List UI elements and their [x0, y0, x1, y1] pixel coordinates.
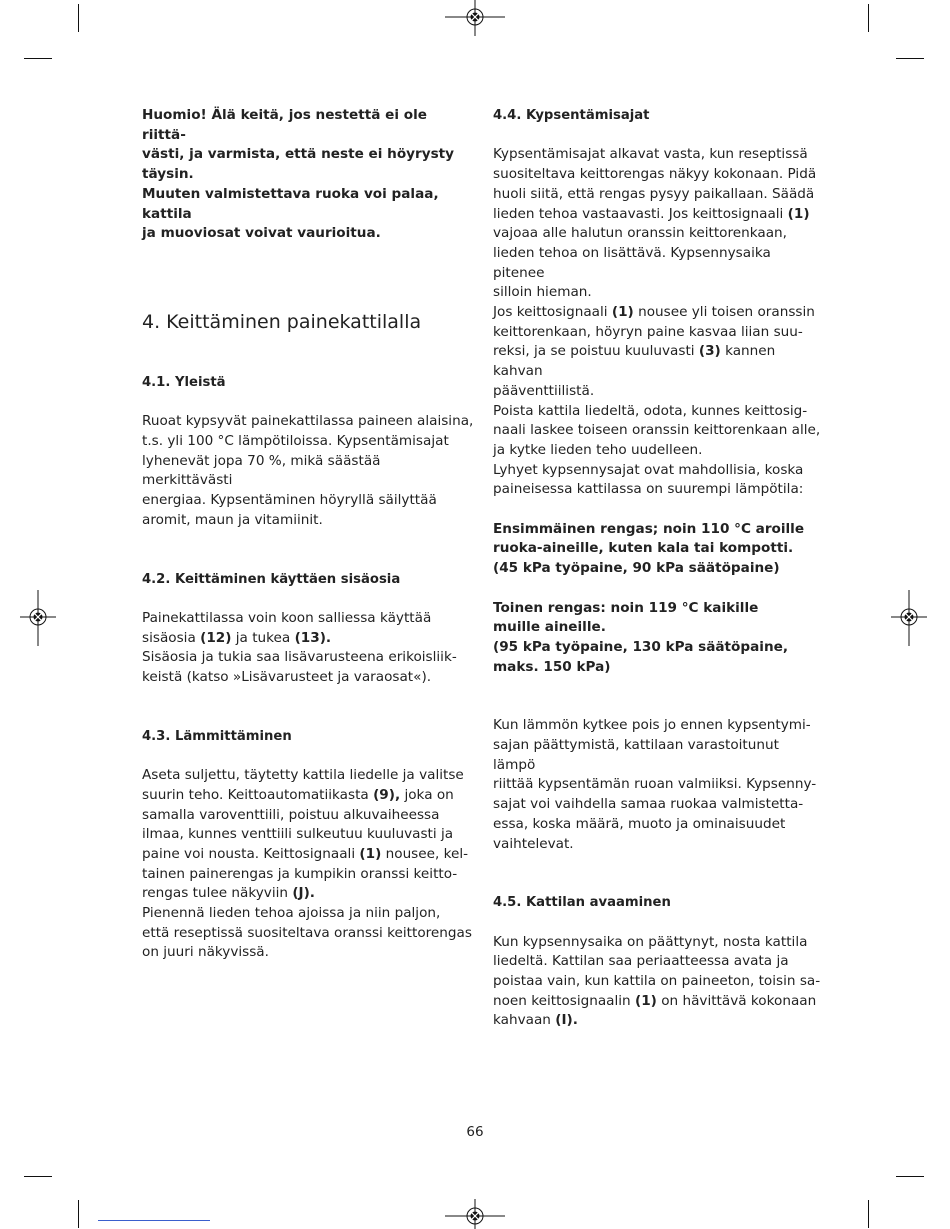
part-reference: (I). [555, 1012, 578, 1029]
part-reference: (1) [359, 845, 382, 862]
part-reference: (J). [292, 885, 315, 902]
text-run: ja tukea [231, 629, 295, 646]
section-heading-4-5: 4.5. Kattilan avaaminen [493, 895, 671, 911]
registration-mark-bottom-icon [445, 1199, 505, 1229]
crop-mark-bottom-left-h [24, 1176, 52, 1177]
footer-underline [98, 1220, 210, 1221]
ring-2-info: Toinen rengas: noin 119 °C kaikille muille aineille. (95 kPa työpaine, 130 kPa säätöpaine, maks. 150 kPa) [493, 599, 789, 675]
residual-heat-text: Kun lämmön kytkee pois jo ennen kypsentymi- sajan päättymistä, kattilaan varastoitunut lämpö riittää kypsentämän ruoan valmiiksi. Kypsenny- sajat voi vaihdella samaa ruokaa valmistetta- essa, koska määrä, muoto ja ominaisuudet vaihtelevat. [493, 717, 817, 852]
part-reference: (3) [698, 343, 721, 360]
section-text-4-1: Ruoat kypsyvät painekattilassa paineen alaisina, t.s. yli 100 °C lämpötiloissa. Kypsentämisajat lyhenevät jopa 70 %, mikä säästää merkittävästi energiaa. Kypsentäminen höyryllä säilyttää aromit, maun ja vitamiinit. [142, 413, 474, 528]
text-run: Sisäosia ja tukia saa lisävarusteena erikoisliik- keistä (katso »Lisävarusteet ja varaosat«). [142, 649, 457, 686]
registration-mark-top-icon [445, 0, 505, 36]
part-reference: (9), [373, 786, 401, 803]
crop-mark-top-right-h [896, 58, 924, 59]
text-run: Painekattilassa voin koon salliessa käyttää sisäosia [142, 609, 432, 646]
text-run: nousee, kel- tainen painerengas ja kumpikin oranssi keitto- rengas tulee näkyviin [142, 845, 469, 902]
crop-mark-top-right-v [868, 4, 869, 32]
text-run: Aseta suljettu, täytetty kattila liedelle ja valitse suurin teho. Keittoautomatiikasta [142, 767, 464, 803]
registration-mark-left-icon [20, 590, 56, 646]
registration-mark-right-icon [891, 590, 927, 646]
part-reference: (1) [787, 205, 810, 222]
page-number: 66 [466, 1124, 484, 1140]
part-reference: (1) [611, 304, 634, 321]
crop-mark-bottom-left-v [78, 1200, 79, 1228]
crop-mark-bottom-right-h [896, 1176, 924, 1177]
warning-note: Huomio! Älä keitä, jos nestettä ei ole riittä- västi, ja varmista, että neste ei höyrysty täysin. Muuten valmistettava ruoka voi palaa, kattila ja muoviosat voivat vaurioitua. [142, 107, 455, 242]
section-text-4-5 [493, 933, 825, 1032]
section-heading-4-4: 4.4. Kypsentämisajat [493, 108, 650, 123]
right-column [493, 106, 825, 1031]
section-text-4-3 [142, 766, 474, 963]
text-run: nousee yli toisen oranssin keittorenkaan, höyryn paine kasvaa liian suu- reksi, ja se poistuu kuuluvasti [493, 304, 815, 360]
text-run: Kypsentämisajat alkavat vasta, kun reseptissä suositeltava keittorengas näkyy kokonaan. Pidä huoli siitä, että rengas pysyy paikallaan. Säädä lieden tehoa vastaavasti. Jos keittosignaali [493, 146, 817, 222]
section-heading-4-1: 4.1. Yleistä [142, 374, 226, 390]
chapter-title: 4. Keittäminen painekattilalla [142, 310, 422, 333]
crop-mark-top-left-v [78, 4, 79, 32]
part-reference: (12) [200, 629, 232, 646]
text-run: kannen kahvan pääventtiilistä. Poista kattila liedeltä, odota, kunnes keittosig- naali laskee toiseen oranssin keittorenkaan alle, ja kytke lieden teho uudelleen. Lyhyet kypsennysajat ovat mahdollisia, koska paineisessa kattilassa on suurempi lämpötila: [493, 343, 821, 498]
section-heading-4-3: 4.3. Lämmittäminen [142, 728, 292, 744]
left-column [142, 106, 474, 963]
crop-mark-top-left-h [24, 58, 52, 59]
text-run: joka on samalla varoventtiili, poistuu alkuvaiheessa ilmaa, kunnes venttiili sulkeutuu kuuluvasti ja paine voi nousta. Keittosignaali [142, 786, 454, 862]
text-run: vajoaa alle halutun oranssin keittorenkaan, lieden tehoa on lisättävä. Kypsennysaika pitenee silloin hieman. Jos keittosignaali [493, 225, 787, 321]
section-text-4-4 [493, 145, 825, 500]
text-run: Pienennä lieden tehoa ajoissa ja niin paljon, että reseptissä suositeltava oranssi keittorengas on juuri näkyvissä. [142, 905, 472, 961]
part-reference: (1) [635, 992, 657, 1009]
section-heading-4-2: 4.2. Keittäminen käyttäen sisäosia [142, 571, 401, 587]
crop-mark-bottom-right-v [868, 1200, 869, 1228]
section-text-4-2 [142, 609, 474, 688]
text-run: Kun kypsennysaika on päättynyt, nosta kattila liedeltä. Kattilan saa periaatteessa avata ja poistaa vain, kun kattila on paineeton, toisin sa- noen keittosignaalin [493, 933, 821, 1009]
text-run: on hävittävä kokonaan kahvaan [493, 992, 817, 1029]
ring-1-info: Ensimmäinen rengas; noin 110 °C aroille ruoka-aineille, kuten kala tai kompotti. (45 kPa työpaine, 90 kPa säätöpaine) [493, 520, 805, 577]
part-reference: (13). [294, 629, 332, 646]
